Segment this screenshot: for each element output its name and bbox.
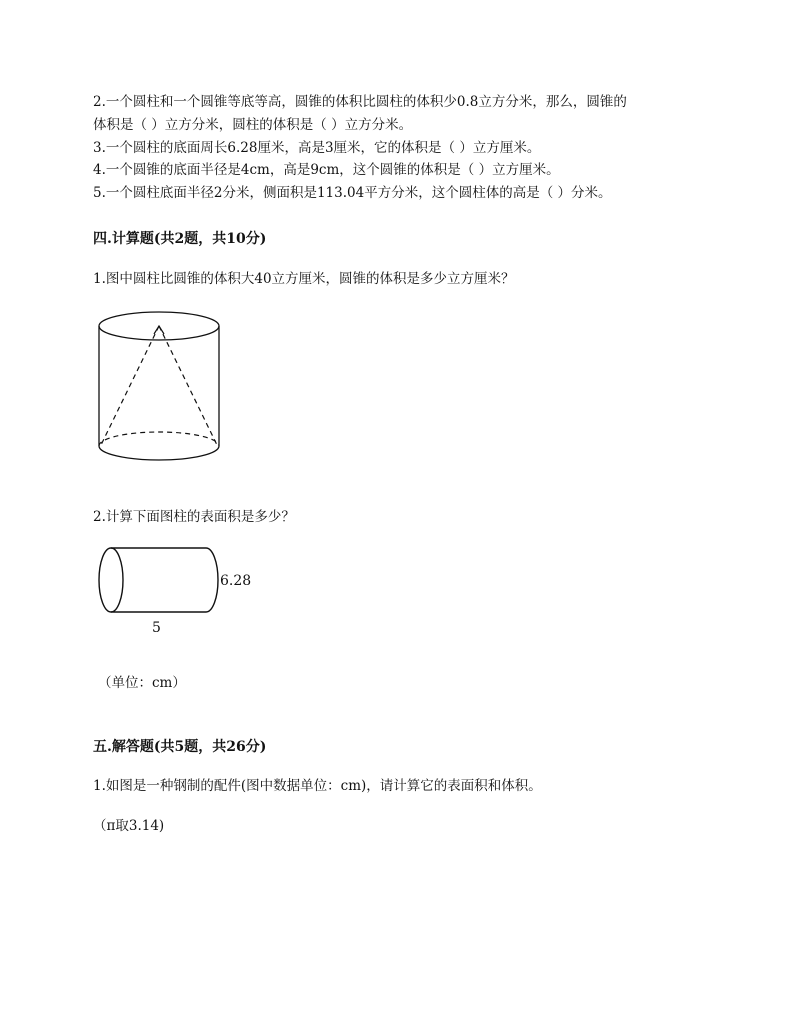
- cylinder-cone-figure: [96, 308, 228, 468]
- section-5-question-1: 1.如图是一种钢制的配件(图中数据单位：cm)，请计算它的表面积和体积。: [93, 778, 542, 794]
- cone-right-edge: [159, 326, 217, 445]
- cylinder-left-end: [99, 548, 123, 612]
- cylinder-right-end: [206, 548, 218, 612]
- length-label: 5: [152, 620, 161, 636]
- question-2-line-2: 体积是（ ）立方分米，圆柱的体积是（ ）立方分米。: [93, 117, 413, 133]
- section-5-heading: 五.解答题(共5题，共26分): [93, 739, 267, 755]
- cone-left-edge: [101, 326, 159, 445]
- cylinder-bottom-back: [99, 432, 219, 446]
- question-3: 3.一个圆柱的底面周长6.28厘米，高是3厘米，它的体积是（ ）立方厘米。: [93, 140, 541, 156]
- section-4-question-2: 2.计算下面图柱的表面积是多少？: [93, 509, 295, 525]
- cylinder-bottom-front: [99, 446, 219, 460]
- question-2-line-1: 2.一个圆柱和一个圆锥等底等高，圆锥的体积比圆柱的体积少0.8立方分米，那么，圆锥的: [93, 94, 627, 110]
- horizontal-cylinder-figure: [96, 545, 266, 640]
- question-5: 5.一个圆柱底面半径2分米，侧面积是113.04平方分米，这个圆柱体的高是（ ）分米。: [93, 185, 612, 201]
- unit-note: （单位：cm）: [98, 675, 186, 691]
- pi-note: （π取3.14): [93, 818, 165, 834]
- section-4-heading: 四.计算题(共2题，共10分): [93, 231, 267, 247]
- question-4: 4.一个圆锥的底面半径是4cm，高是9cm，这个圆锥的体积是（ ）立方厘米。: [93, 162, 560, 178]
- section-4-question-1: 1.图中圆柱比圆锥的体积大40立方厘米，圆锥的体积是多少立方厘米？: [93, 271, 515, 287]
- circumference-label: 6.28: [220, 573, 252, 589]
